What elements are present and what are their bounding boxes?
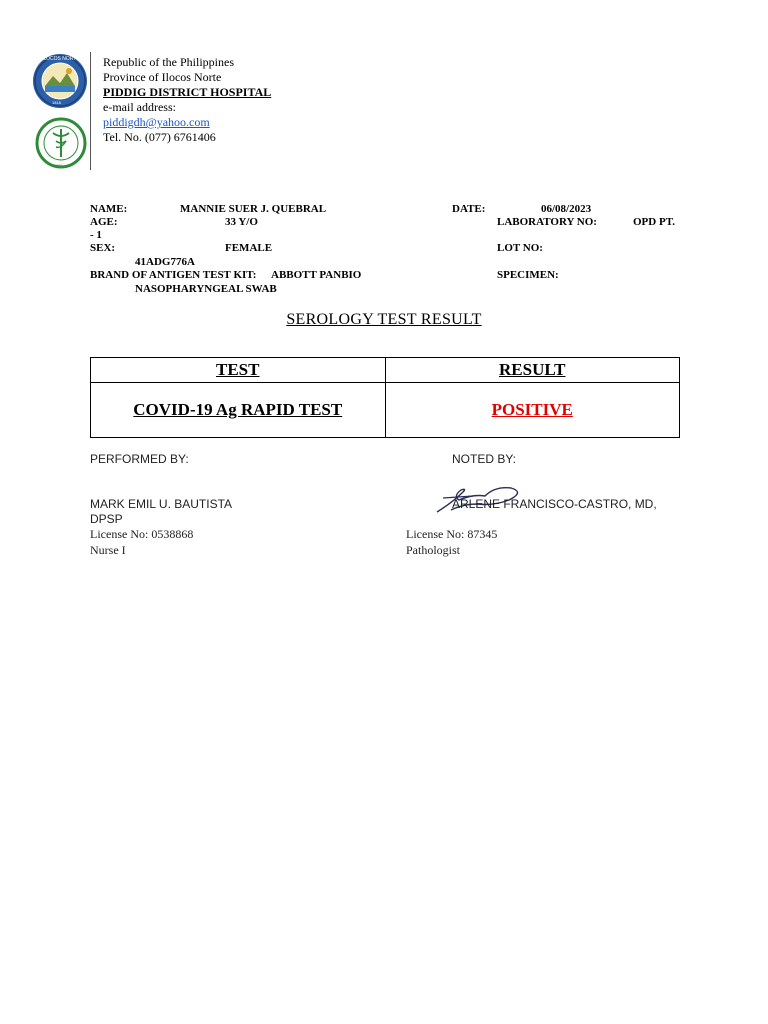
performer-license: License No: 0538868 (90, 527, 194, 541)
sex-label: SEX: (90, 242, 116, 254)
table-header-row (91, 358, 680, 383)
email-label: e-mail address: (103, 100, 176, 114)
performer-name: MARK EMIL U. BAUTISTA (90, 497, 233, 511)
noter-name: ARLENE FRANCISCO-CASTRO, MD, (452, 497, 657, 511)
province-seal-year: 1818 (52, 100, 61, 105)
performer-suffix: DPSP (90, 512, 123, 526)
lot-no-label: LOT NO: (497, 242, 543, 254)
lab-no-label: LABORATORY NO: (497, 216, 597, 228)
lot-no-value: 41ADG776A (135, 256, 195, 268)
province-line: Province of Ilocos Norte (103, 70, 222, 84)
letterhead (103, 55, 271, 145)
caduceus-emblem (35, 117, 87, 169)
lab-no-value: OPD PT. (633, 216, 675, 228)
republic-line: Republic of the Philippines (103, 55, 234, 69)
sex-value: FEMALE (225, 242, 273, 254)
table-row (91, 383, 680, 438)
province-seal-top-text: ILOCOS NORTE (42, 56, 80, 62)
noted-by-label: NOTED BY: (452, 452, 517, 466)
report-title: SEROLOGY TEST RESULT (286, 311, 482, 328)
specimen-label: SPECIMEN: (497, 269, 559, 281)
test-column-header: TEST (91, 358, 386, 383)
lab-no-continuation: - 1 (90, 229, 102, 241)
hospital-name: PIDDIG DISTRICT HOSPITAL (103, 85, 272, 99)
performer-role: Nurse I (90, 543, 126, 557)
telephone: Tel. No. (077) 6761406 (103, 130, 216, 144)
brand-value: ABBOTT PANBIO (271, 269, 362, 281)
results-table (90, 357, 680, 438)
test-result: POSITIVE (385, 383, 680, 438)
result-column-header: RESULT (385, 358, 680, 383)
age-label: AGE: (90, 216, 118, 228)
date-label: DATE: (452, 203, 486, 215)
specimen-value: NASOPHARYNGEAL SWAB (135, 283, 277, 295)
email-link[interactable]: piddigdh@yahoo.com (103, 115, 210, 129)
hospital-seal-year: 1959 (54, 163, 63, 168)
name-value: MANNIE SUER J. QUEBRAL (180, 203, 327, 215)
noter-role: Pathologist (406, 543, 461, 557)
name-label: NAME: (90, 203, 128, 215)
hospital-seal (35, 117, 87, 169)
age-value: 33 Y/O (225, 216, 258, 228)
date-value: 06/08/2023 (541, 203, 592, 215)
performed-by-label: PERFORMED BY: (90, 452, 189, 466)
brand-label: BRAND OF ANTIGEN TEST KIT: (90, 269, 257, 281)
noter-license: License No: 87345 (406, 527, 498, 541)
header-divider (90, 52, 91, 170)
test-name: COVID-19 Ag RAPID TEST (91, 383, 386, 438)
